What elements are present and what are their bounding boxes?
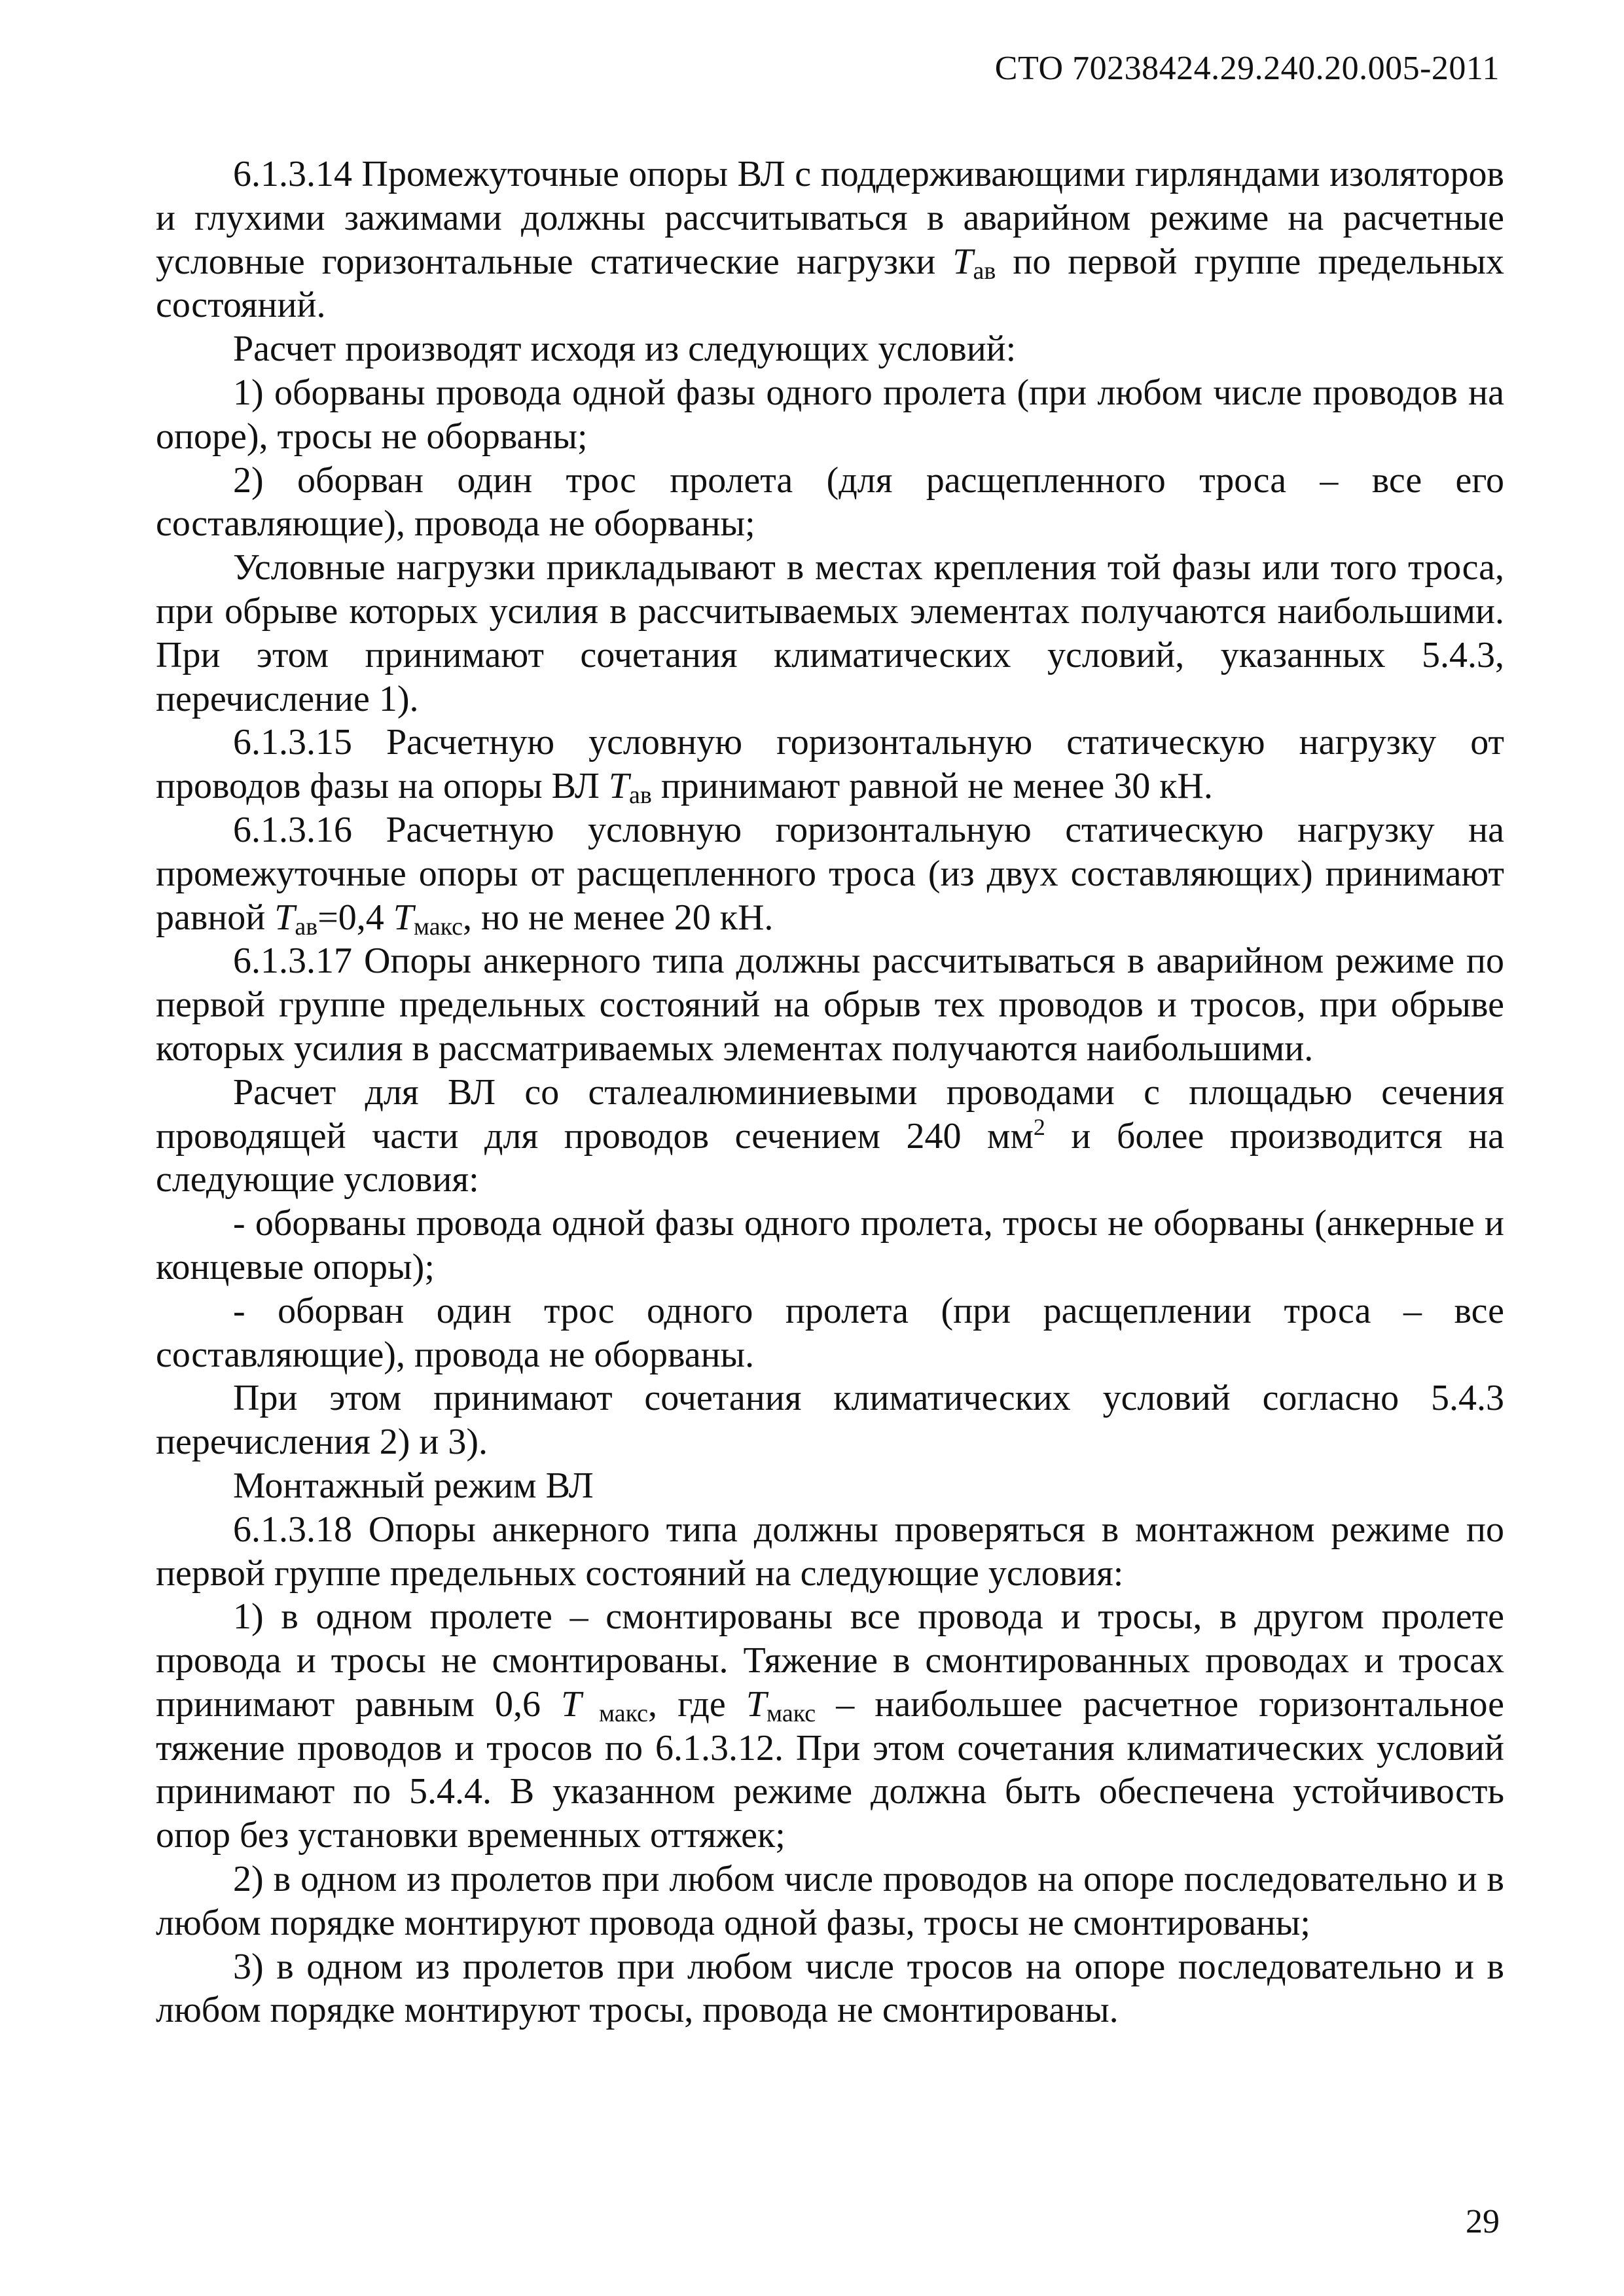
text-span: и более производится на следующие условия:: [156, 1115, 1504, 1200]
paragraph-conditional-loads: Условные нагрузки прикладывают в местах крепления той фазы или того троса, при обрыве которых усилия в рассчитываемых элементах получаются наибольшими. При этом принимают сочетания климатических условий, указанных 5.4.3, перечисление 1).: [156, 547, 1504, 719]
paragraph-climatic-conditions: При этом принимают сочетания климатических условий согласно 5.4.3 перечисления 2) и 3).: [156, 1378, 1504, 1463]
subscript-maks: макс: [767, 1699, 816, 1727]
text-span: принимают равной не менее 30 кН.: [651, 766, 1213, 807]
subscript-av: ав: [295, 912, 318, 941]
superscript-2: 2: [1033, 1113, 1045, 1140]
standard-code-header: СТО 70238424.29.240.20.005-2011: [994, 50, 1500, 87]
paragraph-6-1-3-18: 6.1.3.18 Опоры анкерного типа должны проверяться в монтажном режиме по первой группе предельных состояний на следующие условия:: [156, 1509, 1504, 1594]
text-span: 6.1.3.16 Расчетную условную горизонтальную статическую нагрузку на промежуточные опоры от расщепленного троса (из двух составляющих) принимают равной: [156, 809, 1504, 938]
symbol-t: T: [393, 897, 414, 938]
text-span: 6.1.3.15 Расчетную условную горизонтальную статическую нагрузку от проводов фазы на опоры ВЛ: [156, 722, 1504, 807]
subscript-av: ав: [629, 781, 652, 810]
paragraph-6-1-3-17: 6.1.3.17 Опоры анкерного типа должны рассчитываться в аварийном режиме по первой группе предельных состояний на обрыв тех проводов и тросов, при обрыве которых усилия в рассматриваемых элементах получаются наибольшими.: [156, 941, 1504, 1069]
mounting-item-2: 2) в одном из пролетов при любом числе проводов на опоре последовательно и в любом порядке монтируют провода одной фазы, тросы не смонтированы;: [156, 1859, 1504, 1943]
text-span: =0,4: [317, 897, 393, 938]
page-number: 29: [1466, 2203, 1500, 2240]
section-heading-mounting-mode: Монтажный режим ВЛ: [233, 1465, 594, 1506]
paragraph-6-1-3-14: [156, 152, 1504, 327]
subscript-av: ав: [973, 257, 996, 285]
text-span: 6.1.3.14 Промежуточные опоры ВЛ с поддерживающими гирляндами изоляторов и глухими зажимами должны рассчитываться в аварийном режиме на расчетные условные горизонтальные статические нагрузки: [156, 154, 1504, 282]
text-span: , где: [648, 1683, 746, 1725]
dash-item-2: - оборван один трос одного пролета (при расщеплении троса – все составляющие), провода не оборваны.: [156, 1290, 1504, 1375]
dash-item-1: - оборваны провода одной фазы одного пролета, тросы не оборваны (анкерные и концевые опоры);: [156, 1203, 1504, 1287]
symbol-t: T: [608, 766, 630, 807]
list-item-1: 1) оборваны провода одной фазы одного пролета (при любом числе проводов на опоре), тросы не оборваны;: [156, 372, 1504, 457]
symbol-t: T: [952, 241, 973, 282]
text-span: , но не менее 20 кН.: [463, 897, 774, 938]
document-body: [156, 152, 1504, 2032]
paragraph-6-1-3-15: [156, 721, 1504, 808]
paragraph-6-1-3-16: [156, 808, 1504, 939]
symbol-t: T: [561, 1683, 582, 1725]
subscript-maks: макс: [413, 912, 463, 941]
mounting-item-3: 3) в одном из пролетов при любом числе тросов на опоре последовательно и в любом порядке монтируют тросы, провода не смонтированы.: [156, 1946, 1504, 2031]
paragraph-steel-aluminium: [156, 1071, 1504, 1202]
text-span: Расчет для ВЛ со сталеалюминиевыми проводами с площадью сечения проводящей части для проводов сечением 240 мм: [156, 1071, 1504, 1157]
list-item-2: 2) оборван один трос пролета (для расщепленного троса – все его составляющие), провода не оборваны;: [156, 459, 1504, 545]
text-span: 1) в одном пролете – смонтированы все провода и тросы, в другом пролете провода и тросы не смонтированы. Тяжение в смонтированных проводах и тросах принимают равным 0,6: [156, 1596, 1504, 1725]
text-span: – наибольшее расчетное горизонтальное тяжение проводов и тросов по 6.1.3.12. При этом сочетания климатических условий принимают по 5.4.4. В указанном режиме должна быть обеспечена устойчивость опор без установки временных оттяжек;: [156, 1683, 1504, 1856]
mounting-item-1: [156, 1595, 1504, 1857]
symbol-t: T: [274, 897, 295, 938]
paragraph-calc-conditions: Расчет производят исходя из следующих условий:: [233, 329, 1017, 370]
text-span: по первой группе предельных состояний.: [156, 241, 1504, 326]
symbol-t: T: [746, 1683, 767, 1725]
subscript-maks: макс: [581, 1699, 649, 1727]
